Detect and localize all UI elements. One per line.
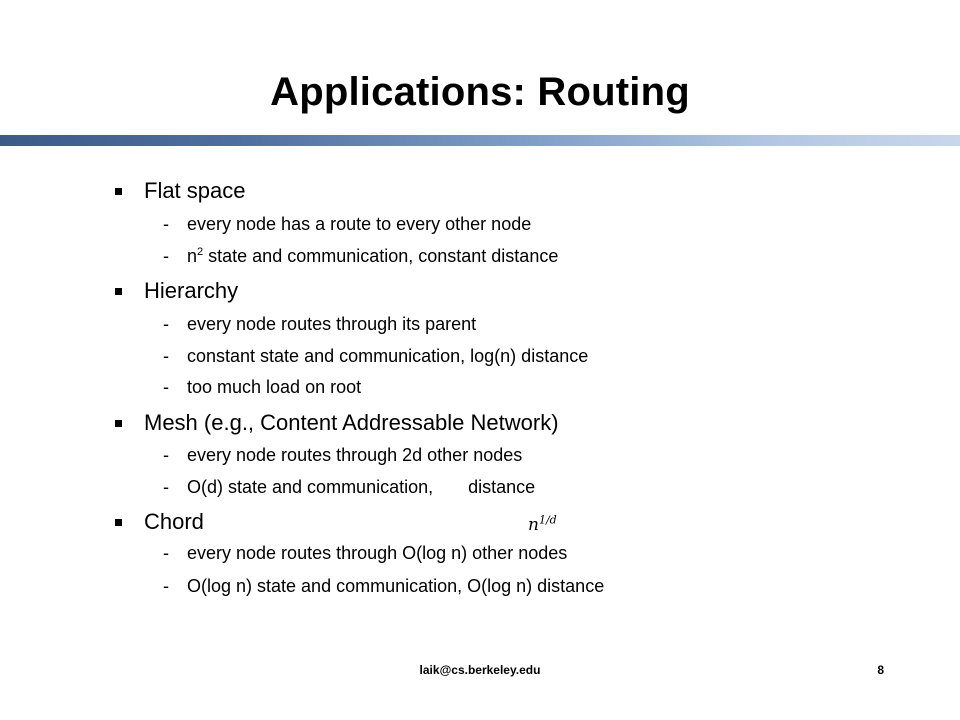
- superscript: 2: [197, 246, 204, 258]
- title-underline-bar: [0, 135, 960, 146]
- square-bullet-icon: [115, 188, 122, 195]
- bullet-label: Flat space: [144, 178, 246, 203]
- bullet-label: Mesh (e.g., Content Addressable Network): [144, 410, 559, 435]
- sub-item-text: too much load on root: [187, 377, 362, 397]
- sub-item: [163, 540, 567, 566]
- sub-item: [163, 374, 361, 400]
- sub-item-text: O(d) state and communication, distance: [187, 477, 536, 497]
- sub-item-text: every node routes through 2d other nodes: [187, 445, 523, 465]
- sub-item: [163, 311, 476, 337]
- sub-item-text-base: n: [187, 246, 198, 266]
- sub-item: [163, 442, 522, 468]
- sub-item-text: [187, 243, 558, 269]
- sub-item-text: O(log n) state and communication, O(log n) distance: [187, 576, 605, 596]
- bullet-flat-space: [115, 176, 246, 206]
- square-bullet-icon: [115, 420, 122, 427]
- math-exponent: 1/d: [538, 513, 557, 527]
- bullet-chord: [115, 507, 204, 537]
- square-bullet-icon: [115, 519, 122, 526]
- sub-item: [163, 211, 531, 237]
- sub-item: [163, 243, 558, 269]
- sub-item-text-rest: state and communication, constant distance: [203, 246, 559, 266]
- sub-item-text: every node routes through its parent: [187, 314, 477, 334]
- dash-marker: -: [163, 314, 169, 334]
- sub-item: [163, 343, 588, 369]
- sub-item-text: constant state and communication, log(n) distance: [187, 346, 589, 366]
- sub-item-text: every node has a route to every other node: [187, 214, 532, 234]
- dash-marker: -: [163, 346, 169, 366]
- footer-email: laik@cs.berkeley.edu: [419, 663, 541, 677]
- bullet-label: Hierarchy: [144, 278, 239, 303]
- square-bullet-icon: [115, 288, 122, 295]
- dash-marker: -: [163, 543, 169, 563]
- bullet-mesh: [115, 408, 559, 438]
- dash-marker: -: [163, 576, 169, 596]
- math-expression-n-to-one-over-d: [528, 512, 557, 538]
- math-base: n: [528, 515, 539, 535]
- bullet-hierarchy: [115, 276, 238, 306]
- dash-marker: -: [163, 246, 169, 266]
- sub-item-text: every node routes through O(log n) other nodes: [187, 543, 568, 563]
- slide-title: Applications: Routing: [270, 70, 690, 114]
- dash-marker: -: [163, 445, 169, 465]
- bullet-label: Chord: [144, 509, 204, 534]
- dash-marker: -: [163, 477, 169, 497]
- page-number: 8: [877, 663, 884, 677]
- sub-item: [163, 474, 535, 500]
- sub-item: [163, 573, 604, 599]
- dash-marker: -: [163, 214, 169, 234]
- dash-marker: -: [163, 377, 169, 397]
